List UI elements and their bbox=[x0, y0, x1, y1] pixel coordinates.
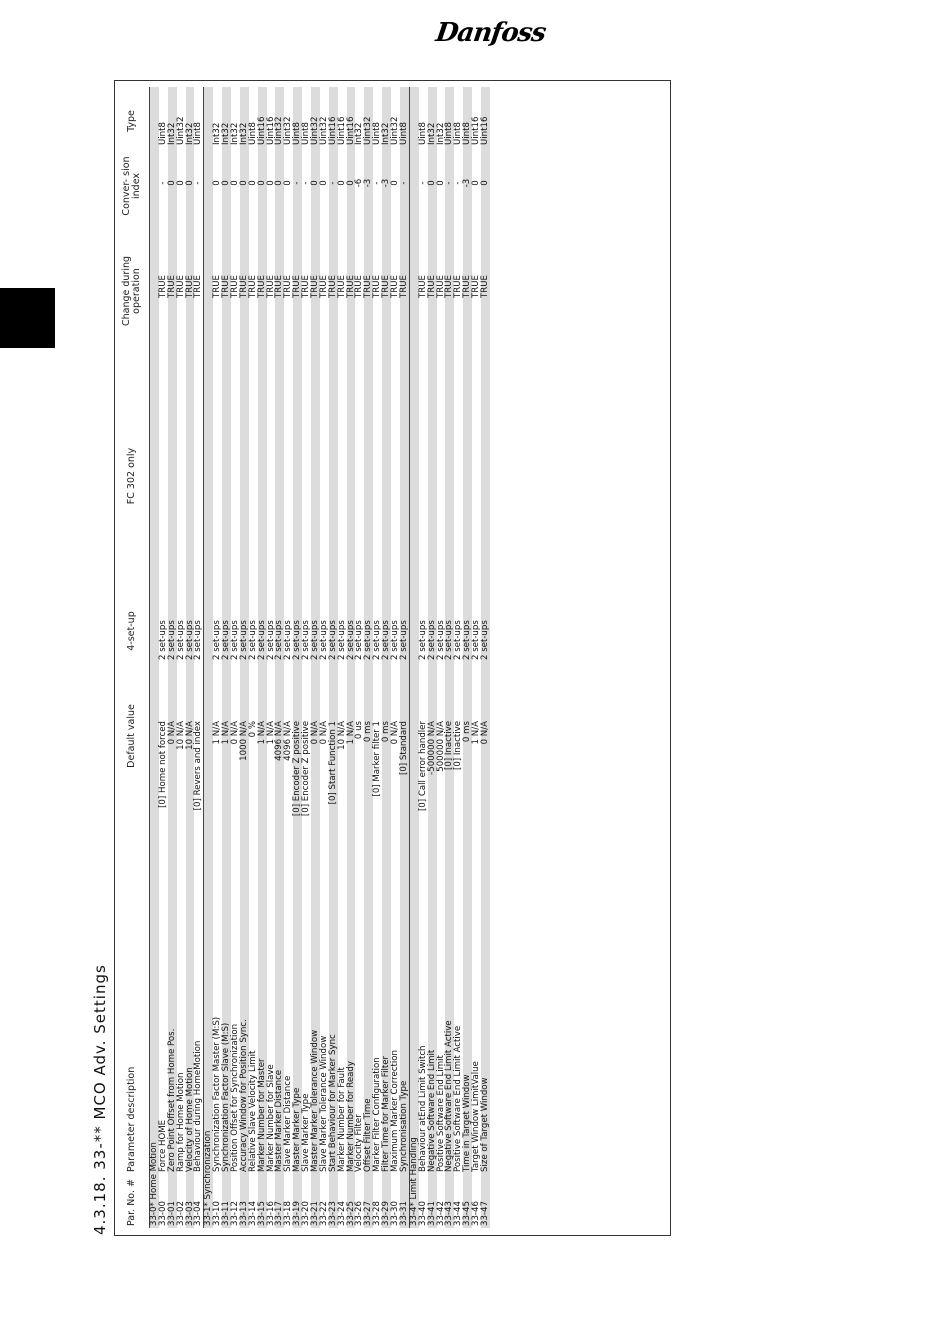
param-number: 33-14 bbox=[247, 1201, 258, 1226]
param-conversion: 0 bbox=[471, 180, 482, 186]
param-conversion: 0 bbox=[256, 180, 267, 186]
param-description: Accuracy Window for Position Sync. bbox=[238, 1019, 249, 1172]
header-type: Type bbox=[125, 110, 137, 132]
param-setup: 2 set-ups bbox=[479, 620, 490, 660]
param-conversion: 0 bbox=[390, 180, 401, 186]
param-change: TRUE bbox=[221, 275, 232, 298]
param-default: 10 N/A bbox=[336, 721, 347, 750]
param-conversion: 0 bbox=[212, 180, 223, 186]
param-setup: 2 set-ups bbox=[175, 620, 186, 660]
param-default: [0] Home not forced bbox=[157, 721, 168, 808]
param-number: 33-46 bbox=[471, 1201, 482, 1226]
param-number: 33-43 bbox=[444, 1201, 455, 1226]
param-number: 33-03 bbox=[184, 1201, 195, 1226]
param-number: 33-21 bbox=[310, 1201, 321, 1226]
param-setup: 2 set-ups bbox=[426, 620, 437, 660]
param-setup: 2 set-ups bbox=[238, 620, 249, 660]
param-conversion: - bbox=[157, 181, 168, 185]
param-number: 33-11 bbox=[221, 1201, 232, 1226]
param-setup: 2 set-ups bbox=[184, 620, 195, 660]
param-description: Behaviour atEnd Limit Switch bbox=[417, 1045, 428, 1172]
param-conversion: 0 bbox=[175, 180, 186, 186]
param-type: Int32 bbox=[230, 122, 241, 145]
param-type: Uint16 bbox=[345, 116, 356, 145]
param-description: Positive Software End Limit bbox=[435, 1055, 446, 1172]
table-row bbox=[400, 87, 409, 1228]
param-number: 33-28 bbox=[372, 1201, 383, 1226]
param-type: Uint32 bbox=[274, 116, 285, 145]
param-default: 0 N/A bbox=[310, 721, 321, 745]
param-default: 0 ms bbox=[462, 721, 473, 743]
param-type: Uint32 bbox=[283, 116, 294, 145]
param-type: Uint16 bbox=[479, 116, 490, 145]
param-change: TRUE bbox=[444, 275, 455, 298]
parameter-table bbox=[114, 80, 671, 1236]
param-conversion: 0 bbox=[479, 180, 490, 186]
param-type: Int32 bbox=[426, 122, 437, 145]
param-conversion: -3 bbox=[381, 178, 392, 188]
param-default: [0] Standard bbox=[398, 721, 409, 776]
logo-text: Danfoss bbox=[433, 18, 548, 48]
param-default: 0 % bbox=[247, 721, 258, 738]
param-number: 33-23 bbox=[327, 1201, 338, 1226]
param-conversion: - bbox=[417, 181, 428, 185]
param-change: TRUE bbox=[372, 275, 383, 298]
param-number: 33-47 bbox=[479, 1201, 490, 1226]
param-conversion: -6 bbox=[354, 178, 365, 188]
param-default: 1000 N/A bbox=[238, 721, 249, 761]
param-conversion: -3 bbox=[462, 178, 473, 188]
param-description: Maximum Marker Correction bbox=[390, 1050, 401, 1172]
param-setup: 2 set-ups bbox=[398, 620, 409, 660]
param-type: Uint16 bbox=[256, 116, 267, 145]
param-type: Uint32 bbox=[363, 116, 374, 145]
param-description: Marker Number for Ready bbox=[345, 1061, 356, 1172]
param-number: 33-12 bbox=[230, 1201, 241, 1226]
param-number: 33-26 bbox=[354, 1201, 365, 1226]
param-default: [0] Inactive bbox=[453, 721, 464, 771]
param-change: TRUE bbox=[417, 275, 428, 298]
param-change: TRUE bbox=[336, 275, 347, 298]
param-conversion: 0 bbox=[274, 180, 285, 186]
chapter-side-tab bbox=[0, 288, 55, 348]
param-change: TRUE bbox=[435, 275, 446, 298]
param-description: Target Window LimitValue bbox=[471, 1061, 482, 1172]
param-setup: 2 set-ups bbox=[471, 620, 482, 660]
param-description: Slave Marker Tolerance Window bbox=[318, 1035, 329, 1172]
param-description: Filter Time for Marker Filter bbox=[381, 1055, 392, 1172]
param-setup: 2 set-ups bbox=[247, 620, 258, 660]
group-title: 33-0* Home Motion bbox=[149, 1142, 159, 1226]
param-change: TRUE bbox=[238, 275, 249, 298]
param-change: TRUE bbox=[175, 275, 186, 298]
param-description: Ramp for Home Motion bbox=[175, 1072, 186, 1172]
param-description: Slave Marker Type bbox=[301, 1093, 312, 1172]
param-type: Uint16 bbox=[265, 116, 276, 145]
param-default: 1 N/A bbox=[256, 721, 267, 745]
param-conversion: 0 bbox=[336, 180, 347, 186]
param-default: 1 N/A bbox=[345, 721, 356, 745]
param-conversion: 0 bbox=[310, 180, 321, 186]
param-conversion: -3 bbox=[363, 178, 374, 188]
param-setup: 2 set-ups bbox=[318, 620, 329, 660]
param-description: Master Marker Tolerance Window bbox=[310, 1029, 321, 1172]
param-description: Start Behaviour for Marker Sync bbox=[327, 1034, 338, 1172]
param-description: Synchronisation Type bbox=[398, 1080, 409, 1172]
danfoss-logo bbox=[432, 16, 548, 54]
param-change: TRUE bbox=[265, 275, 276, 298]
param-change: TRUE bbox=[301, 275, 312, 298]
param-type: Uint8 bbox=[301, 122, 312, 145]
param-conversion: 0 bbox=[318, 180, 329, 186]
param-setup: 2 set-ups bbox=[327, 620, 338, 660]
param-type: Uint16 bbox=[327, 116, 338, 145]
param-type: Uint8 bbox=[157, 122, 168, 145]
param-number: 33-40 bbox=[417, 1201, 428, 1226]
param-conversion: 0 bbox=[230, 180, 241, 186]
param-description: Force HOME bbox=[157, 1119, 168, 1172]
param-description: Marker Number for Master bbox=[256, 1058, 267, 1172]
param-conversion: 0 bbox=[184, 180, 195, 186]
param-description: Synchronization Factor Master (M:S) bbox=[212, 1016, 223, 1172]
param-number: 33-31 bbox=[398, 1201, 409, 1226]
param-default: 0 N/A bbox=[390, 721, 401, 745]
param-type: Uint32 bbox=[310, 116, 321, 145]
param-change: TRUE bbox=[166, 275, 177, 298]
param-description: Relative Slave Velocity Limit bbox=[247, 1050, 258, 1172]
header-description: Parameter description bbox=[125, 1066, 137, 1172]
param-default: 10 N/A bbox=[184, 721, 195, 750]
param-default: -500000 N/A bbox=[426, 721, 437, 775]
section-heading: 4.3.18. 33-** MCO Adv. Settings bbox=[91, 964, 109, 1235]
param-change: TRUE bbox=[453, 275, 464, 298]
param-setup: 2 set-ups bbox=[435, 620, 446, 660]
param-description: Marker Filter Configuration bbox=[372, 1057, 383, 1172]
param-change: TRUE bbox=[426, 275, 437, 298]
table-row bbox=[194, 87, 203, 1228]
param-description: Offset Filter Time bbox=[363, 1098, 374, 1172]
param-number: 33-10 bbox=[212, 1201, 223, 1226]
param-change: TRUE bbox=[318, 275, 329, 298]
param-description: Negative Software End Limit Active bbox=[444, 1020, 455, 1172]
param-number: 33-18 bbox=[283, 1201, 294, 1226]
param-default: 1 N/A bbox=[265, 721, 276, 745]
param-change: TRUE bbox=[327, 275, 338, 298]
param-type: Uint8 bbox=[398, 122, 409, 145]
param-number: 33-29 bbox=[381, 1201, 392, 1226]
param-conversion: 0 bbox=[426, 180, 437, 186]
header-conversion: Conver- sion index bbox=[120, 156, 142, 216]
param-setup: 2 set-ups bbox=[444, 620, 455, 660]
param-number: 33-04 bbox=[193, 1201, 204, 1226]
param-conversion: - bbox=[327, 181, 338, 185]
param-type: Int32 bbox=[166, 122, 177, 145]
param-default: [0] Call error handler bbox=[417, 721, 428, 812]
param-conversion: 0 bbox=[435, 180, 446, 186]
param-number: 33-30 bbox=[390, 1201, 401, 1226]
param-change: TRUE bbox=[381, 275, 392, 298]
param-default: 10 N/A bbox=[175, 721, 186, 750]
param-change: TRUE bbox=[354, 275, 365, 298]
param-description: Positive Software End Limit Active bbox=[453, 1025, 464, 1172]
param-change: TRUE bbox=[193, 275, 204, 298]
param-conversion: 0 bbox=[283, 180, 294, 186]
param-default: [0] Encoder Z positive bbox=[301, 721, 312, 817]
header-fc302: FC 302 only bbox=[125, 447, 137, 505]
param-setup: 2 set-ups bbox=[453, 620, 464, 660]
param-type: Uint32 bbox=[318, 116, 329, 145]
param-conversion: - bbox=[453, 181, 464, 185]
param-conversion: - bbox=[301, 181, 312, 185]
param-number: 33-15 bbox=[256, 1201, 267, 1226]
param-setup: 2 set-ups bbox=[363, 620, 374, 660]
param-change: TRUE bbox=[363, 275, 374, 298]
param-setup: 2 set-ups bbox=[390, 620, 401, 660]
param-default: 0 N/A bbox=[230, 721, 241, 745]
param-change: TRUE bbox=[157, 275, 168, 298]
param-number: 33-42 bbox=[435, 1201, 446, 1226]
header-number: Par. No. # bbox=[125, 1179, 137, 1226]
param-default: 4096 N/A bbox=[274, 721, 285, 761]
param-number: 33-19 bbox=[292, 1201, 303, 1226]
param-change: TRUE bbox=[292, 275, 303, 298]
param-type: Int32 bbox=[381, 122, 392, 145]
param-setup: 2 set-ups bbox=[381, 620, 392, 660]
param-description: Marker Number for Fault bbox=[336, 1067, 347, 1172]
param-setup: 2 set-ups bbox=[292, 620, 303, 660]
header-change: Change during operation bbox=[120, 255, 142, 327]
param-conversion: - bbox=[444, 181, 455, 185]
param-number: 33-22 bbox=[318, 1201, 329, 1226]
param-description: Time in Target Window bbox=[462, 1074, 473, 1172]
param-type: Uint32 bbox=[390, 116, 401, 145]
param-setup: 2 set-ups bbox=[301, 620, 312, 660]
param-setup: 2 set-ups bbox=[230, 620, 241, 660]
param-number: 33-24 bbox=[336, 1201, 347, 1226]
param-type: Uint8 bbox=[193, 122, 204, 145]
param-description: Master Marker Distance bbox=[274, 1069, 285, 1172]
param-description: Synchronization Factor Slave (M:S) bbox=[221, 1022, 232, 1172]
param-change: TRUE bbox=[274, 275, 285, 298]
param-description: Master Marker Type bbox=[292, 1087, 303, 1172]
param-change: TRUE bbox=[471, 275, 482, 298]
param-change: TRUE bbox=[398, 275, 409, 298]
param-number: 33-17 bbox=[274, 1201, 285, 1226]
group-title: 33-4* Limit Handling bbox=[408, 1137, 419, 1226]
param-conversion: 0 bbox=[247, 180, 258, 186]
param-change: TRUE bbox=[345, 275, 356, 298]
param-conversion: - bbox=[193, 181, 204, 185]
param-description: Velocity Filter bbox=[354, 1114, 365, 1172]
param-number: 33-44 bbox=[453, 1201, 464, 1226]
param-description: Zero Point Offset from Home Pos. bbox=[166, 1028, 177, 1172]
param-conversion: - bbox=[292, 181, 303, 185]
param-setup: 2 set-ups bbox=[265, 620, 276, 660]
param-number: 33-25 bbox=[345, 1201, 356, 1226]
param-number: 33-13 bbox=[238, 1201, 249, 1226]
param-type: Uint16 bbox=[336, 116, 347, 145]
param-description: Behaviour during HomeMotion bbox=[193, 1040, 204, 1172]
param-change: TRUE bbox=[390, 275, 401, 298]
param-change: TRUE bbox=[479, 275, 490, 298]
param-setup: 2 set-ups bbox=[193, 620, 204, 660]
param-description: Velocity of Home Motion bbox=[184, 1067, 195, 1172]
param-description: Slave Marker Distance bbox=[283, 1075, 294, 1172]
table-body bbox=[149, 87, 490, 1228]
param-setup: 2 set-ups bbox=[283, 620, 294, 660]
param-setup: 2 set-ups bbox=[274, 620, 285, 660]
param-number: 33-02 bbox=[175, 1201, 186, 1226]
param-number: 33-01 bbox=[166, 1201, 177, 1226]
param-type: Uint16 bbox=[471, 116, 482, 145]
param-type: Int32 bbox=[435, 122, 446, 145]
param-setup: 2 set-ups bbox=[256, 620, 267, 660]
param-number: 33-45 bbox=[462, 1201, 473, 1226]
param-description: Size of Target Window bbox=[479, 1077, 490, 1172]
param-type: Uint8 bbox=[372, 122, 383, 145]
param-type: Uint8 bbox=[247, 122, 258, 145]
param-type: Uint8 bbox=[417, 122, 428, 145]
heading-anchor bbox=[91, 964, 109, 1236]
param-setup: 2 set-ups bbox=[372, 620, 383, 660]
param-setup: 2 set-ups bbox=[336, 620, 347, 660]
param-type: Int32 bbox=[238, 122, 249, 145]
param-change: TRUE bbox=[184, 275, 195, 298]
param-default: 0 us bbox=[354, 721, 365, 740]
param-default: [0] Revers and index bbox=[193, 721, 204, 811]
param-default: 4096 N/A bbox=[283, 721, 294, 761]
param-setup: 2 set-ups bbox=[345, 620, 356, 660]
param-default: 1 N/A bbox=[212, 721, 223, 745]
param-change: TRUE bbox=[462, 275, 473, 298]
param-setup: 2 set-ups bbox=[354, 620, 365, 660]
param-change: TRUE bbox=[230, 275, 241, 298]
param-type: Int32 bbox=[221, 122, 232, 145]
param-type: Uint32 bbox=[175, 116, 186, 145]
param-default: 0 N/A bbox=[479, 721, 490, 745]
param-default: 1 N/A bbox=[221, 721, 232, 745]
param-type: Int32 bbox=[212, 122, 223, 145]
param-number: 33-00 bbox=[157, 1201, 168, 1226]
param-change: TRUE bbox=[247, 275, 258, 298]
param-conversion: - bbox=[398, 181, 409, 185]
param-setup: 2 set-ups bbox=[157, 620, 168, 660]
param-conversion: 0 bbox=[221, 180, 232, 186]
param-setup: 2 set-ups bbox=[166, 620, 177, 660]
param-type: Uint8 bbox=[462, 122, 473, 145]
param-setup: 2 set-ups bbox=[462, 620, 473, 660]
param-type: Uint8 bbox=[292, 122, 303, 145]
group-title: 33-1* Synchronization bbox=[203, 1130, 214, 1226]
param-setup: 2 set-ups bbox=[310, 620, 321, 660]
param-conversion: - bbox=[372, 181, 383, 185]
param-setup: 2 set-ups bbox=[221, 620, 232, 660]
param-type: Int32 bbox=[354, 122, 365, 145]
param-type: Uint8 bbox=[453, 122, 464, 145]
param-default: 0 ms bbox=[381, 721, 392, 743]
param-conversion: 0 bbox=[345, 180, 356, 186]
param-number: 33-16 bbox=[265, 1201, 276, 1226]
param-conversion: 0 bbox=[238, 180, 249, 186]
param-change: TRUE bbox=[212, 275, 223, 298]
header-default: Default value bbox=[125, 704, 137, 768]
param-conversion: 0 bbox=[265, 180, 276, 186]
param-description: Position Offset for Synchronization bbox=[230, 1023, 241, 1172]
param-change: TRUE bbox=[283, 275, 294, 298]
header-setup: 4-set-up bbox=[125, 611, 137, 651]
param-type: Int32 bbox=[184, 122, 195, 145]
param-change: TRUE bbox=[310, 275, 321, 298]
param-description: Negative Software End Limit bbox=[426, 1049, 437, 1172]
param-default: 0 N/A bbox=[166, 721, 177, 745]
param-default: 0 ms bbox=[363, 721, 374, 743]
param-description: Marker Number for Slave bbox=[265, 1064, 276, 1172]
param-default: 1 N/A bbox=[471, 721, 482, 745]
param-number: 33-41 bbox=[426, 1201, 437, 1226]
param-number: 33-20 bbox=[301, 1201, 312, 1226]
param-setup: 2 set-ups bbox=[212, 620, 223, 660]
param-default: [0] Marker filter 1 bbox=[372, 721, 383, 797]
param-setup: 2 set-ups bbox=[417, 620, 428, 660]
param-default: 0 N/A bbox=[318, 721, 329, 745]
param-default: [0] Inactive bbox=[444, 721, 455, 771]
param-change: TRUE bbox=[256, 275, 267, 298]
param-number: 33-27 bbox=[363, 1201, 374, 1226]
param-default: 500000 N/A bbox=[435, 721, 446, 772]
param-type: Uint8 bbox=[444, 122, 455, 145]
table-row bbox=[481, 87, 490, 1228]
param-default: [0] Encoder Z positive bbox=[292, 721, 303, 817]
param-conversion: 0 bbox=[166, 180, 177, 186]
param-default: [0] Start Function 1 bbox=[327, 721, 338, 805]
